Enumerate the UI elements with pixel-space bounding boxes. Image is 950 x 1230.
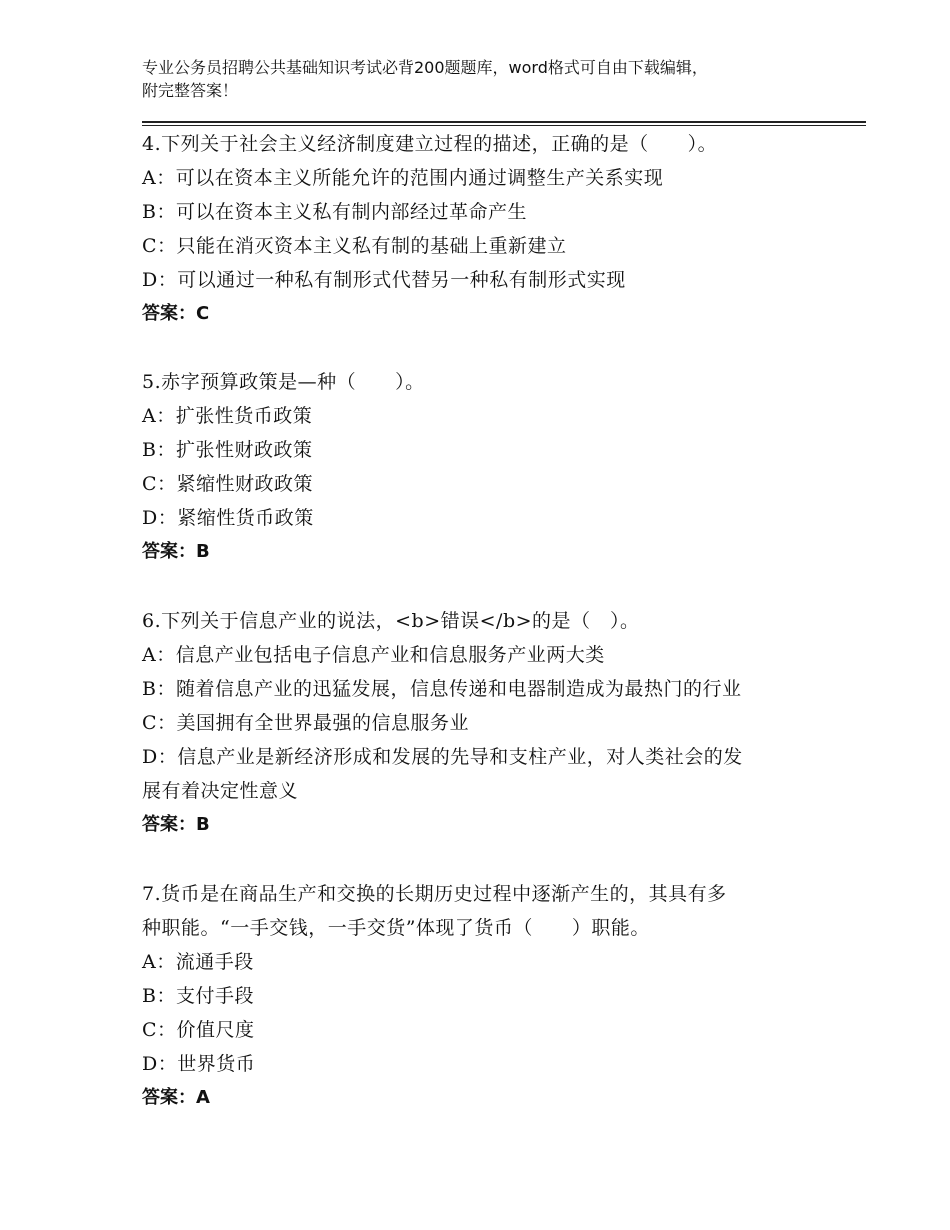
option-b: B：可以在资本主义私有制内部经过革命产生 [142,201,527,223]
option-d: D：信息产业是新经济形成和发展的先导和支柱产业，对人类社会的发 [142,746,743,768]
option-d: D：紧缩性货币政策 [142,507,314,529]
question-stem: 5.赤字预算政策是—种（ ）。 [142,371,425,393]
option-c: C：价值尺度 [142,1019,255,1041]
answer: 答案：B [142,814,210,835]
option-b: B：随着信息产业的迅猛发展，信息传递和电器制造成为最热门的行业 [142,678,742,700]
option-a: A：流通手段 [142,951,254,973]
header-line-1: 专业公务员招聘公共基础知识考试必背200题题库，word格式可自由下载编辑， [142,58,708,77]
question-5 [142,365,832,569]
header-divider-thick [142,121,866,123]
option-b: B：扩张性财政政策 [142,439,313,461]
option-c: C：紧缩性财政政策 [142,473,314,495]
answer: 答案：C [142,303,210,324]
answer: 答案：A [142,1087,210,1108]
option-d: D：可以通过一种私有制形式代替另一种私有制形式实现 [142,269,626,291]
option-a: A：扩张性货币政策 [142,405,313,427]
question-7 [142,877,832,1115]
header-line-2: 附完整答案！ [142,81,239,100]
answer: 答案：B [142,541,210,562]
question-stem: 6.下列关于信息产业的说法，<b>错误</b>的是（ ）。 [142,610,640,632]
option-a: A：信息产业包括电子信息产业和信息服务产业两大类 [142,644,605,666]
option-b: B：支付手段 [142,985,254,1007]
question-stem-continued: 种职能。“一手交钱，一手交货”体现了货币（ ）职能。 [142,917,650,939]
question-4 [142,127,832,331]
option-d: D：世界货币 [142,1053,256,1075]
question-6 [142,604,832,842]
document-header [142,56,822,102]
question-stem: 7.货币是在商品生产和交换的长期历史过程中逐渐产生的，其具有多 [142,883,727,905]
option-a: A：可以在资本主义所能允许的范围内通过调整生产关系实现 [142,167,664,189]
option-d-continued: 展有着决定性意义 [142,780,299,802]
option-c: C：美国拥有全世界最强的信息服务业 [142,712,470,734]
header-divider-thin [142,125,866,126]
option-c: C：只能在消灭资本主义私有制的基础上重新建立 [142,235,567,257]
question-stem: 4.下列关于社会主义经济制度建立过程的描述，正确的是（ ）。 [142,133,718,155]
